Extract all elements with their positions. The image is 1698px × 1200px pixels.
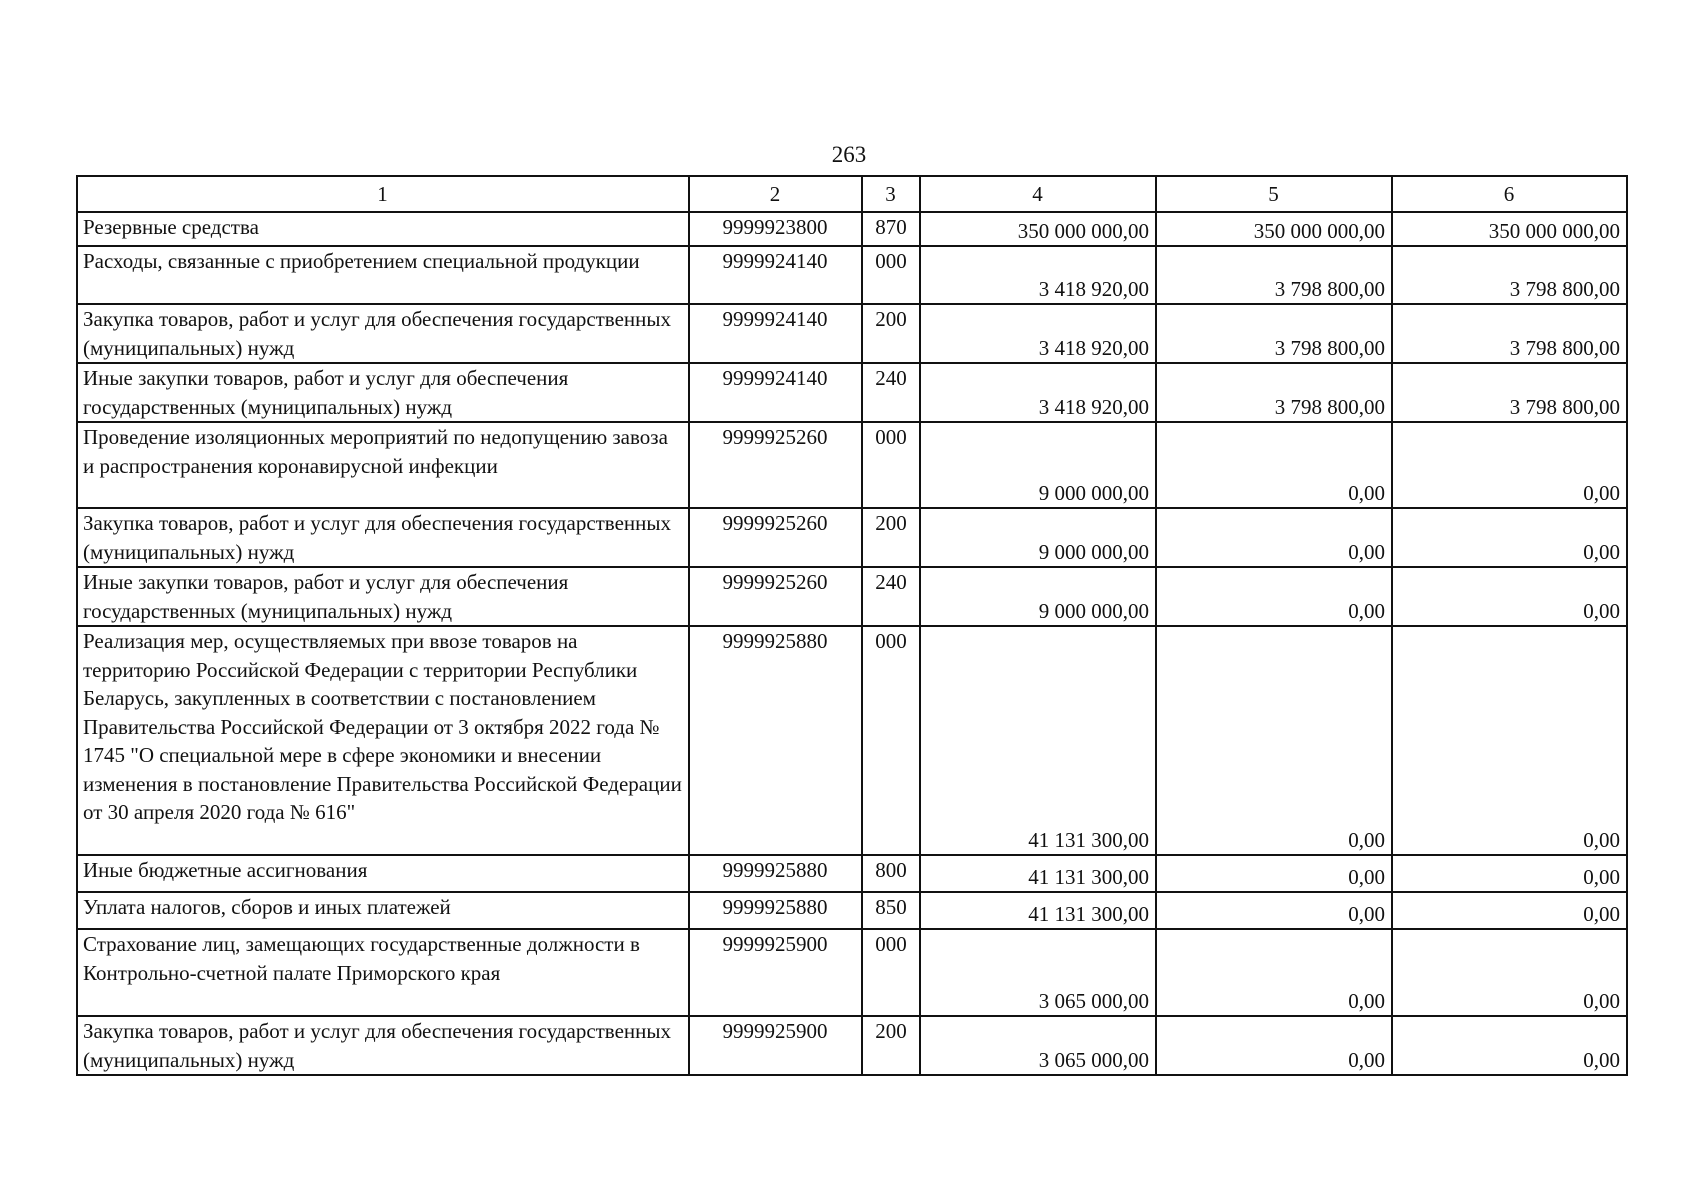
table-row bbox=[77, 304, 1627, 363]
table-row bbox=[77, 567, 1627, 626]
row-type-cell: 850 bbox=[862, 892, 920, 929]
column-header-1: 1 bbox=[77, 176, 689, 212]
row-amount-col6-cell: 3 798 800,00 bbox=[1392, 246, 1627, 304]
row-amount-col4-cell: 9 000 000,00 bbox=[920, 422, 1156, 508]
row-code-cell: 9999925880 bbox=[689, 892, 862, 929]
row-amount-col6-cell: 0,00 bbox=[1392, 422, 1627, 508]
row-amount-col4-cell: 41 131 300,00 bbox=[920, 892, 1156, 929]
row-amount-col6-cell: 0,00 bbox=[1392, 626, 1627, 855]
table-row bbox=[77, 422, 1627, 508]
row-type-cell: 000 bbox=[862, 929, 920, 1016]
row-code-cell: 9999924140 bbox=[689, 246, 862, 304]
table-row bbox=[77, 508, 1627, 567]
row-amount-col5-cell: 0,00 bbox=[1156, 508, 1392, 567]
row-code-cell: 9999924140 bbox=[689, 363, 862, 422]
row-name-cell: Иные закупки товаров, работ и услуг для обеспечения государственных (муниципальных) нужд bbox=[77, 363, 689, 422]
row-code-cell: 9999925880 bbox=[689, 855, 862, 892]
table-header-row bbox=[77, 176, 1627, 212]
row-amount-col4-cell: 3 418 920,00 bbox=[920, 363, 1156, 422]
row-amount-col5-cell: 0,00 bbox=[1156, 567, 1392, 626]
row-name-cell: Закупка товаров, работ и услуг для обеспечения государственных (муниципальных) нужд bbox=[77, 304, 689, 363]
row-amount-col5-cell: 0,00 bbox=[1156, 626, 1392, 855]
row-name-cell: Резервные средства bbox=[77, 212, 689, 246]
row-code-cell: 9999925900 bbox=[689, 929, 862, 1016]
row-amount-col4-cell: 3 065 000,00 bbox=[920, 929, 1156, 1016]
row-type-cell: 240 bbox=[862, 567, 920, 626]
row-type-cell: 800 bbox=[862, 855, 920, 892]
row-name-cell: Иные закупки товаров, работ и услуг для обеспечения государственных (муниципальных) нужд bbox=[77, 567, 689, 626]
row-amount-col5-cell: 350 000 000,00 bbox=[1156, 212, 1392, 246]
row-type-cell: 870 bbox=[862, 212, 920, 246]
row-name-cell: Иные бюджетные ассигнования bbox=[77, 855, 689, 892]
row-amount-col5-cell: 0,00 bbox=[1156, 422, 1392, 508]
row-amount-col4-cell: 41 131 300,00 bbox=[920, 855, 1156, 892]
row-type-cell: 000 bbox=[862, 626, 920, 855]
row-type-cell: 200 bbox=[862, 508, 920, 567]
row-amount-col6-cell: 0,00 bbox=[1392, 567, 1627, 626]
row-amount-col5-cell: 0,00 bbox=[1156, 892, 1392, 929]
table-row bbox=[77, 212, 1627, 246]
row-name-cell: Закупка товаров, работ и услуг для обеспечения государственных (муниципальных) нужд bbox=[77, 1016, 689, 1075]
row-name-cell: Страхование лиц, замещающих государственные должности в Контрольно-счетной палате Приморского края bbox=[77, 929, 689, 1016]
table-row bbox=[77, 626, 1627, 855]
row-type-cell: 000 bbox=[862, 246, 920, 304]
row-amount-col5-cell: 0,00 bbox=[1156, 1016, 1392, 1075]
row-amount-col4-cell: 41 131 300,00 bbox=[920, 626, 1156, 855]
row-amount-col4-cell: 3 418 920,00 bbox=[920, 304, 1156, 363]
row-code-cell: 9999923800 bbox=[689, 212, 862, 246]
column-header-6: 6 bbox=[1392, 176, 1627, 212]
table-row bbox=[77, 892, 1627, 929]
row-amount-col4-cell: 9 000 000,00 bbox=[920, 567, 1156, 626]
row-amount-col4-cell: 350 000 000,00 bbox=[920, 212, 1156, 246]
column-header-5: 5 bbox=[1156, 176, 1392, 212]
row-amount-col5-cell: 3 798 800,00 bbox=[1156, 304, 1392, 363]
row-name-cell: Уплата налогов, сборов и иных платежей bbox=[77, 892, 689, 929]
table-row bbox=[77, 1016, 1627, 1075]
row-amount-col6-cell: 350 000 000,00 bbox=[1392, 212, 1627, 246]
row-amount-col6-cell: 0,00 bbox=[1392, 892, 1627, 929]
table-row bbox=[77, 246, 1627, 304]
row-amount-col5-cell: 0,00 bbox=[1156, 855, 1392, 892]
row-amount-col5-cell: 3 798 800,00 bbox=[1156, 363, 1392, 422]
table-row bbox=[77, 855, 1627, 892]
table-row bbox=[77, 929, 1627, 1016]
row-amount-col6-cell: 0,00 bbox=[1392, 855, 1627, 892]
row-code-cell: 9999925260 bbox=[689, 508, 862, 567]
row-amount-col4-cell: 3 065 000,00 bbox=[920, 1016, 1156, 1075]
row-name-cell: Проведение изоляционных мероприятий по недопущению завоза и распространения коронавирусной инфекции bbox=[77, 422, 689, 508]
row-amount-col6-cell: 0,00 bbox=[1392, 508, 1627, 567]
table-row bbox=[77, 363, 1627, 422]
row-amount-col6-cell: 3 798 800,00 bbox=[1392, 363, 1627, 422]
column-header-3: 3 bbox=[862, 176, 920, 212]
row-type-cell: 240 bbox=[862, 363, 920, 422]
row-amount-col6-cell: 0,00 bbox=[1392, 1016, 1627, 1075]
row-code-cell: 9999924140 bbox=[689, 304, 862, 363]
row-amount-col6-cell: 0,00 bbox=[1392, 929, 1627, 1016]
row-name-cell: Расходы, связанные с приобретением специальной продукции bbox=[77, 246, 689, 304]
column-header-4: 4 bbox=[920, 176, 1156, 212]
row-type-cell: 200 bbox=[862, 304, 920, 363]
row-amount-col4-cell: 3 418 920,00 bbox=[920, 246, 1156, 304]
row-amount-col5-cell: 0,00 bbox=[1156, 929, 1392, 1016]
row-code-cell: 9999925260 bbox=[689, 422, 862, 508]
row-name-cell: Закупка товаров, работ и услуг для обеспечения государственных (муниципальных) нужд bbox=[77, 508, 689, 567]
column-header-2: 2 bbox=[689, 176, 862, 212]
row-amount-col5-cell: 3 798 800,00 bbox=[1156, 246, 1392, 304]
row-amount-col4-cell: 9 000 000,00 bbox=[920, 508, 1156, 567]
row-code-cell: 9999925880 bbox=[689, 626, 862, 855]
budget-table bbox=[76, 175, 1628, 1076]
row-code-cell: 9999925900 bbox=[689, 1016, 862, 1075]
page-number: 263 bbox=[831, 142, 867, 167]
row-name-cell: Реализация мер, осуществляемых при ввозе товаров на территорию Российской Федерации с территории Республики Беларусь, закупленных в соответствии с постановлением Правительства Российской Федерации от 3 октября 2022 года № 1745 "О специальной мере в сфере экономики и внесении изменения в постановление Правительства Российской Федерации от 30 апреля 2020 года № 616" bbox=[77, 626, 689, 855]
row-amount-col6-cell: 3 798 800,00 bbox=[1392, 304, 1627, 363]
row-code-cell: 9999925260 bbox=[689, 567, 862, 626]
row-type-cell: 200 bbox=[862, 1016, 920, 1075]
row-type-cell: 000 bbox=[862, 422, 920, 508]
